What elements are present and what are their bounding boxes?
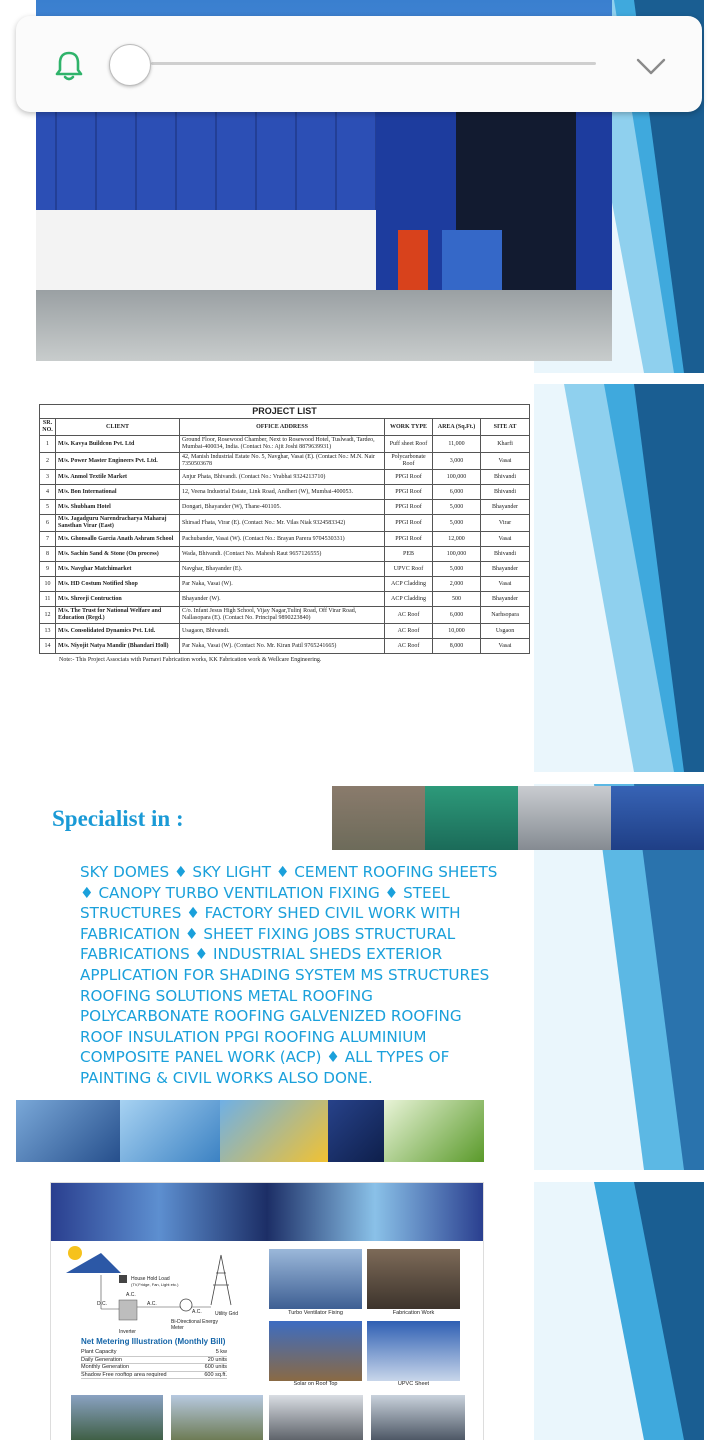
table-cell: PEB bbox=[385, 547, 433, 562]
table-row bbox=[40, 577, 530, 592]
table-row bbox=[40, 562, 530, 577]
net-metering-value: 5 kw bbox=[215, 1349, 227, 1355]
table-cell: 5,000 bbox=[433, 500, 481, 515]
table-cell: UPVC Roof bbox=[385, 562, 433, 577]
table-cell: 10 bbox=[40, 577, 56, 592]
table-cell: 500 bbox=[433, 592, 481, 607]
table-row bbox=[40, 624, 530, 639]
table-cell: Vasai bbox=[481, 577, 530, 592]
table-cell: 2 bbox=[40, 453, 56, 470]
bell-icon[interactable] bbox=[52, 49, 86, 83]
table-cell: Usgaon bbox=[481, 624, 530, 639]
table-cell: 5,000 bbox=[433, 515, 481, 532]
table-cell: 7 bbox=[40, 532, 56, 547]
ac-label-1: A.C. bbox=[126, 1292, 136, 1298]
table-cell: PPGI Roof bbox=[385, 500, 433, 515]
table-cell: Dongari, Bhayander (W), Thane-401105. bbox=[180, 500, 385, 515]
table-row bbox=[40, 485, 530, 500]
table-cell: 10,000 bbox=[433, 624, 481, 639]
table-row bbox=[40, 470, 530, 485]
slider-thumb[interactable] bbox=[109, 44, 151, 86]
table-cell: 5 bbox=[40, 500, 56, 515]
table-row bbox=[40, 453, 530, 470]
table-cell: Bhayander bbox=[481, 592, 530, 607]
table-cell: AC Roof bbox=[385, 624, 433, 639]
table-cell: ACP Cladding bbox=[385, 592, 433, 607]
table-cell: Shirsad Fhata, Virar (E). (Contact No.: Mr. Vilas Niak 9324583342) bbox=[180, 515, 385, 532]
table-cell: 12, Veena Industrial Estate, Link Road, Andheri (W), Mumbai-400053. bbox=[180, 485, 385, 500]
table-cell: Bhayander bbox=[481, 562, 530, 577]
net-metering-title: Net Metering Illustration (Monthly Bill) bbox=[81, 1337, 226, 1346]
table-cell: Wada, Bhivandi. (Contact No. Mahesh Raut 9657126555) bbox=[180, 547, 385, 562]
table-cell: Bhayander (W). bbox=[180, 592, 385, 607]
table-cell: M/s. The Trust for National Welfare and Education (Regd.) bbox=[56, 607, 180, 624]
table-cell: 42, Manish Industrial Estate No. 5, Navghar, Vasai (E). (Contact No.: M.N. Nair 7350503678 bbox=[180, 453, 385, 470]
net-metering-key: Daily Generation bbox=[81, 1356, 122, 1363]
table-title: PROJECT LIST bbox=[40, 405, 530, 419]
table-cell: Par Naka, Vasai (W). (Contact No. Mr. Kiran Patil 9765241665) bbox=[180, 639, 385, 654]
net-metering-row bbox=[81, 1357, 227, 1365]
table-cell: M/s. Navghar Matchimarket bbox=[56, 562, 180, 577]
tile-label: UPVC Sheet bbox=[397, 1381, 430, 1387]
bottom-photo bbox=[371, 1395, 465, 1440]
table-cell: Bhivandi bbox=[481, 485, 530, 500]
table-cell: M/s. Shubham Hotel bbox=[56, 500, 180, 515]
table-cell: ACP Cladding bbox=[385, 577, 433, 592]
table-cell: Polycarbonate Roof bbox=[385, 453, 433, 470]
table-cell: 13 bbox=[40, 624, 56, 639]
table-cell: Narhsopara bbox=[481, 607, 530, 624]
table-cell: 6,000 bbox=[433, 607, 481, 624]
table-header-row bbox=[40, 419, 530, 436]
table-cell: M/s. Bon International bbox=[56, 485, 180, 500]
table-cell: AC Roof bbox=[385, 639, 433, 654]
table-cell: 14 bbox=[40, 639, 56, 654]
table-cell: Vasai bbox=[481, 453, 530, 470]
table-cell: 8 bbox=[40, 547, 56, 562]
table-cell: Vasai bbox=[481, 532, 530, 547]
table-cell: Navghar, Bhayander (E). bbox=[180, 562, 385, 577]
net-metering-row bbox=[81, 1349, 227, 1357]
table-cell: Bhivandi bbox=[481, 470, 530, 485]
table-cell: 11 bbox=[40, 592, 56, 607]
table-header-cell: SR. NO. bbox=[40, 419, 56, 436]
tile-image bbox=[269, 1249, 362, 1309]
table-cell: PPGI Roof bbox=[385, 485, 433, 500]
household-load-label: House Hold Load bbox=[131, 1276, 170, 1282]
table-header-cell: WORK TYPE bbox=[385, 419, 433, 436]
table-cell: 4 bbox=[40, 485, 56, 500]
slider-track[interactable] bbox=[151, 62, 596, 65]
bottom-photo bbox=[71, 1395, 163, 1440]
table-cell: 100,000 bbox=[433, 547, 481, 562]
table-cell: M/s. HD Costum Notified Shop bbox=[56, 577, 180, 592]
table-cell: 9 bbox=[40, 562, 56, 577]
table-cell: 3 bbox=[40, 470, 56, 485]
household-load-sub: (TV,Fridge, Fan, Light etc.) bbox=[131, 1282, 179, 1287]
table-cell: AC Roof bbox=[385, 607, 433, 624]
table-cell: Ground Floor, Rosewood Chamber, Next to Rosewood Hotel, Tuslwadi, Tardeo, Mumbai-400034, India. (Contact No.: Ajit Joshi 8879639931) bbox=[180, 436, 385, 453]
table-row bbox=[40, 500, 530, 515]
table-cell: 1 bbox=[40, 436, 56, 453]
table-cell: M/s. Niyojit Natya Mandir (Bhandari Holl) bbox=[56, 639, 180, 654]
table-header-cell: OFFICE ADDRESS bbox=[180, 419, 385, 436]
tile-label: Solar on Roof Top bbox=[293, 1381, 338, 1387]
table-cell: PPGI Roof bbox=[385, 470, 433, 485]
utility-grid-label: Utility Grid bbox=[215, 1311, 239, 1317]
net-metering-key: Shadow Free rooftop area required bbox=[81, 1371, 167, 1378]
table-cell: M/s. Kavya Buildcon Pvt. Ltd bbox=[56, 436, 180, 453]
net-metering-value: 600 units bbox=[204, 1364, 227, 1371]
slide-solar-poster bbox=[16, 1182, 704, 1440]
table-row bbox=[40, 547, 530, 562]
table-row bbox=[40, 436, 530, 453]
table-cell: Kharfi bbox=[481, 436, 530, 453]
tile-image bbox=[367, 1321, 460, 1381]
table-cell: 8,000 bbox=[433, 639, 481, 654]
table-cell: PPGI Roof bbox=[385, 532, 433, 547]
slide-decoration bbox=[534, 384, 704, 772]
table-cell: 6 bbox=[40, 515, 56, 532]
table-cell: Bhivandi bbox=[481, 547, 530, 562]
table-cell: 2,000 bbox=[433, 577, 481, 592]
slide-specialist bbox=[16, 784, 704, 1170]
slide-project-list bbox=[16, 384, 704, 772]
bottom-photo bbox=[171, 1395, 263, 1440]
table-cell: Par Naka, Vasai (W). bbox=[180, 577, 385, 592]
net-metering-value: 20 units bbox=[207, 1356, 227, 1363]
table-cell: Puff sheet Roof bbox=[385, 436, 433, 453]
tile-image bbox=[367, 1249, 460, 1309]
table-cell: Anjur Phata, Bhivandi. (Contact No.: Vrabhai 9324213710) bbox=[180, 470, 385, 485]
table-cell: C/o. Infant Jesus High School, Vijay Nagar,Tulinj Road, Off Virar Road, Nallasopara (E). (Contact No. Principal 9890223840) bbox=[180, 607, 385, 624]
tile-label: Turbo Ventilator Fixing bbox=[288, 1310, 343, 1316]
table-cell: M/s. Shreeji Contruction bbox=[56, 592, 180, 607]
net-metering-key: Plant Capacity bbox=[81, 1349, 117, 1355]
solar-poster bbox=[50, 1182, 484, 1440]
table-cell: M/s. Jagadguru Narendracharya Maharaj Sansthan Virar (East) bbox=[56, 515, 180, 532]
net-metering-value: 600 sq.ft. bbox=[204, 1371, 227, 1378]
inverter-label: Inverter bbox=[119, 1329, 136, 1335]
tile-image bbox=[269, 1321, 362, 1381]
table-header-cell: AREA (Sq.Ft.) bbox=[433, 419, 481, 436]
poster-photo-strip bbox=[51, 1183, 483, 1241]
ac-label-2: A.C. bbox=[147, 1301, 157, 1307]
table-cell: 12 bbox=[40, 607, 56, 624]
specialist-services-text: SKY DOMES ♦ SKY LIGHT ♦ CEMENT ROOFING SHEETS ♦ CANOPY TURBO VENTILATION FIXING ♦ STEEL STRUCTURES ♦ FACTORY SHED CIVIL WORK WITH FABRICATION ♦ SHEET FIXING JOBS STRUCTURAL FABRICATIONS ♦ INDUSTRIAL SHEDS EXTERIOR APPLICATION FOR SHADING SYSTEM MS STRUCTURES ROOFING SOLUTIONS METAL ROOFING POLYCARBONATE ROOFING GALVENIZED ROOFING ROOF INSULATION PPGI ROOFING ALUMINIUM COMPOSITE PANEL WORK (ACP) ♦ ALL TYPES OF PAINTING & CIVIL WORKS ALSO DONE. bbox=[80, 863, 498, 1087]
table-cell: 12,000 bbox=[433, 532, 481, 547]
table-cell: M/s. Sachin Sand & Stone (On process) bbox=[56, 547, 180, 562]
table-row bbox=[40, 639, 530, 654]
solar-photo-strip bbox=[16, 1100, 484, 1162]
table-cell: 3,000 bbox=[433, 453, 481, 470]
slide-decoration bbox=[534, 1182, 704, 1440]
table-cell: M/s. Consolidated Dynamics Pvt. Ltd. bbox=[56, 624, 180, 639]
project-list-table bbox=[39, 404, 529, 749]
table-row bbox=[40, 532, 530, 547]
table-row bbox=[40, 607, 530, 624]
notification-bar[interactable] bbox=[16, 16, 702, 112]
table-note: Note:- This Project Associats with Parnavi Fabrication works, KK Fabrication work & Wellcare Engineering. bbox=[59, 657, 322, 663]
net-metering-key: Monthly Generation bbox=[81, 1364, 129, 1371]
table-cell: M/s. Ghonsallo Garcia Anath Ashram School bbox=[56, 532, 180, 547]
energy-meter-label: Bi-Directional Energy Meter bbox=[171, 1319, 218, 1331]
dc-label: D.C. bbox=[97, 1301, 107, 1307]
table-row bbox=[40, 515, 530, 532]
bottom-photo bbox=[269, 1395, 363, 1440]
table-cell: M/s. Anmol Textile Market bbox=[56, 470, 180, 485]
table-cell: Bhayander bbox=[481, 500, 530, 515]
net-metering-table bbox=[81, 1349, 227, 1379]
table-cell: Vasai bbox=[481, 639, 530, 654]
table-cell: PPGI Roof bbox=[385, 515, 433, 532]
specialist-title: Specialist in : bbox=[52, 806, 184, 831]
net-metering-row bbox=[81, 1364, 227, 1372]
net-metering-row bbox=[81, 1372, 227, 1380]
chevron-down-icon[interactable] bbox=[634, 52, 668, 80]
table-cell: 11,000 bbox=[433, 436, 481, 453]
table-cell: 100,000 bbox=[433, 470, 481, 485]
tile-label: Fabrication Work bbox=[392, 1310, 435, 1316]
table-header-cell: CLIENT bbox=[56, 419, 180, 436]
table-cell: Virar bbox=[481, 515, 530, 532]
ac-label-3: A.C. bbox=[192, 1309, 202, 1315]
table-header-cell: SITE AT bbox=[481, 419, 530, 436]
table-row bbox=[40, 592, 530, 607]
net-metering-diagram bbox=[61, 1245, 251, 1337]
table-cell: Usagaon, Bhivandi. bbox=[180, 624, 385, 639]
roofing-photo-strip bbox=[332, 786, 704, 850]
table-cell: 5,000 bbox=[433, 562, 481, 577]
table-cell: 6,000 bbox=[433, 485, 481, 500]
table-cell: Pachubander, Vasai (W). (Contact No.: Brayan Parera 9704530331) bbox=[180, 532, 385, 547]
table-cell: M/s. Power Master Engineers Pvt. Ltd. bbox=[56, 453, 180, 470]
